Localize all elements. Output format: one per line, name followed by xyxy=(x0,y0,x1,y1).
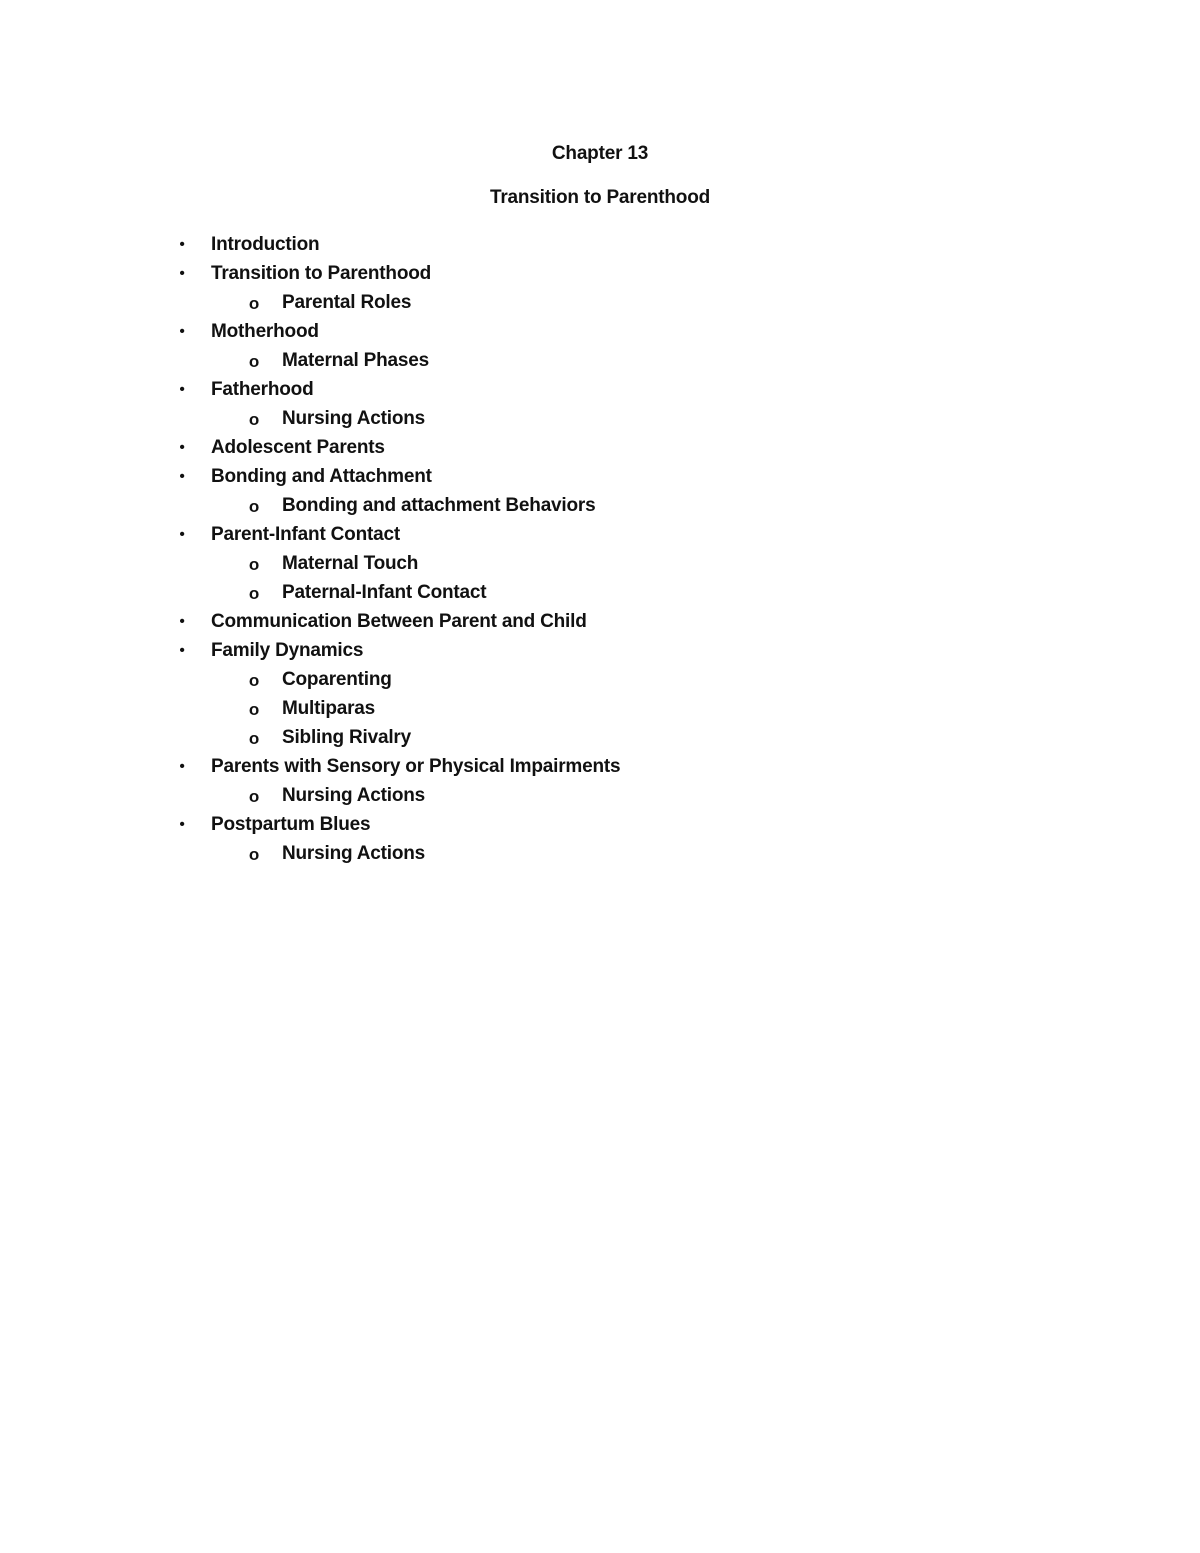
chapter-heading: Chapter 13 xyxy=(551,143,649,164)
outline-item-text: Postpartum Blues xyxy=(211,814,371,835)
outline-item-text: Introduction xyxy=(211,234,320,255)
sub-bullet-marker: o xyxy=(248,787,260,806)
outline-subitem xyxy=(0,723,1200,752)
sub-bullet-marker: o xyxy=(248,584,260,603)
outline-item-text: Family Dynamics xyxy=(211,640,364,661)
outline-subitem xyxy=(0,665,1200,694)
sub-bullet-marker: o xyxy=(248,845,260,864)
outline-subitem xyxy=(0,404,1200,433)
page-title: Transition to Parenthood xyxy=(489,187,711,208)
outline-subitem xyxy=(0,491,1200,520)
sub-bullet-marker: o xyxy=(248,729,260,748)
outline-item-text: Parents with Sensory or Physical Impairments xyxy=(211,756,621,777)
outline-item-text: Coparenting xyxy=(282,669,392,690)
outline-item xyxy=(0,462,1200,491)
outline-subitem xyxy=(0,549,1200,578)
sub-bullet-marker: o xyxy=(248,352,260,371)
outline-item-text: Maternal Touch xyxy=(282,553,419,574)
bullet-marker: • xyxy=(179,526,185,543)
outline-subitem xyxy=(0,578,1200,607)
bullet-marker: • xyxy=(179,642,185,659)
bullet-marker: • xyxy=(179,816,185,833)
outline-item xyxy=(0,520,1200,549)
bullet-marker: • xyxy=(179,323,185,340)
outline-item-text: Communication Between Parent and Child xyxy=(211,611,587,632)
bullet-marker: • xyxy=(179,758,185,775)
outline-item-text: Maternal Phases xyxy=(282,350,429,371)
outline-item xyxy=(0,636,1200,665)
bullet-marker: • xyxy=(179,381,185,398)
outline-item xyxy=(0,607,1200,636)
outline-item-text: Paternal-Infant Contact xyxy=(282,582,487,603)
outline-item-text: Bonding and attachment Behaviors xyxy=(282,495,596,516)
bullet-marker: • xyxy=(179,468,185,485)
outline-item-text: Transition to Parenthood xyxy=(211,263,432,284)
topic-outline xyxy=(0,230,1200,868)
outline-item xyxy=(0,317,1200,346)
outline-item-text: Motherhood xyxy=(211,321,319,342)
outline-subitem xyxy=(0,288,1200,317)
outline-item-text: Sibling Rivalry xyxy=(282,727,411,748)
outline-item xyxy=(0,375,1200,404)
outline-item xyxy=(0,810,1200,839)
outline-item-text: Nursing Actions xyxy=(282,785,426,806)
outline-item-text: Bonding and Attachment xyxy=(211,466,432,487)
outline-item-text: Nursing Actions xyxy=(282,843,426,864)
outline-subitem xyxy=(0,839,1200,868)
outline-item xyxy=(0,433,1200,462)
bullet-marker: • xyxy=(179,439,185,456)
outline-item-text: Parent-Infant Contact xyxy=(211,524,400,545)
sub-bullet-marker: o xyxy=(248,700,260,719)
sub-bullet-marker: o xyxy=(248,410,260,429)
sub-bullet-marker: o xyxy=(248,671,260,690)
outline-item xyxy=(0,752,1200,781)
outline-item-text: Fatherhood xyxy=(211,379,314,400)
outline-item-text: Multiparas xyxy=(282,698,376,719)
bullet-marker: • xyxy=(179,236,185,253)
outline-item-text: Parental Roles xyxy=(282,292,412,313)
outline-subitem xyxy=(0,694,1200,723)
sub-bullet-marker: o xyxy=(248,294,260,313)
outline-item-text: Nursing Actions xyxy=(282,408,426,429)
outline-item-text: Adolescent Parents xyxy=(211,437,385,458)
bullet-marker: • xyxy=(179,265,185,282)
outline-subitem xyxy=(0,781,1200,810)
outline-item xyxy=(0,259,1200,288)
sub-bullet-marker: o xyxy=(248,497,260,516)
outline-subitem xyxy=(0,346,1200,375)
sub-bullet-marker: o xyxy=(248,555,260,574)
outline-item xyxy=(0,230,1200,259)
bullet-marker: • xyxy=(179,613,185,630)
